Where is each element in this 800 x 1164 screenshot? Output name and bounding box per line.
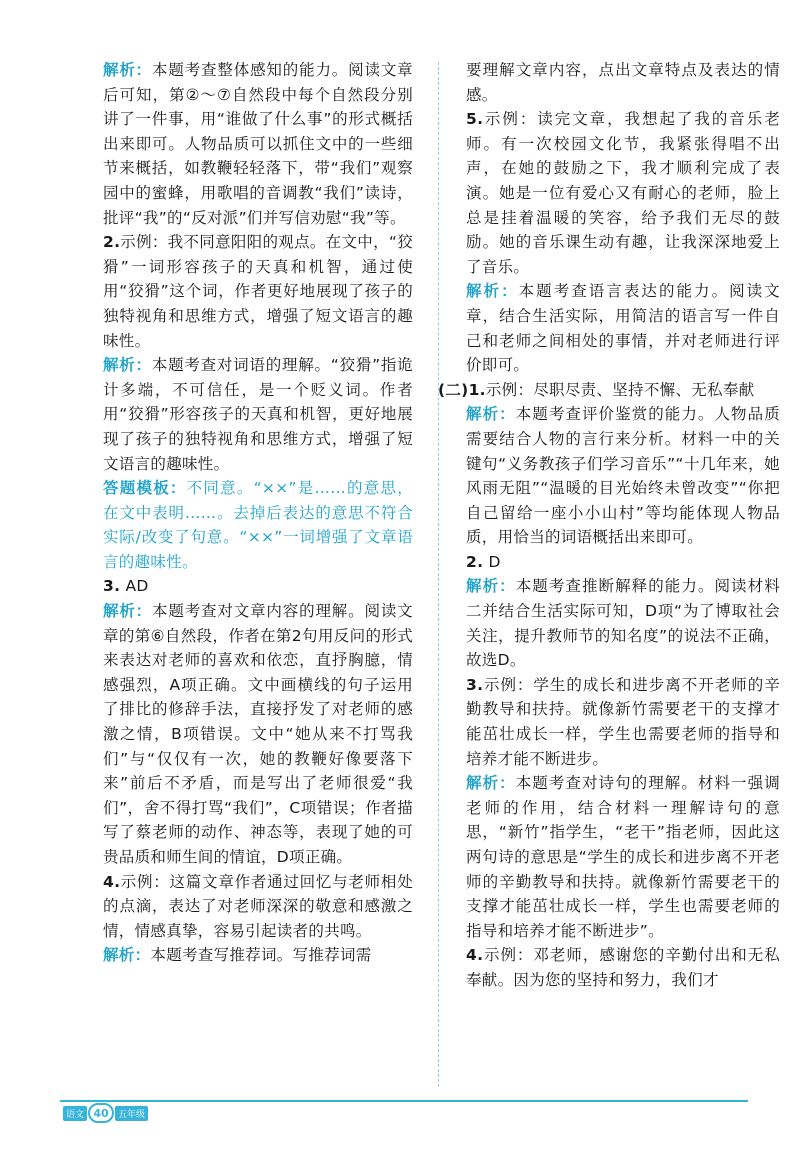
part2-q3-analysis [466, 771, 780, 943]
analysis-label: 解析： [103, 602, 153, 621]
analysis-text: 本题考查写推荐词。写推荐词需 [150, 946, 372, 965]
q5-answer [466, 107, 780, 279]
right-column [438, 58, 780, 993]
analysis-text: 本题考查整体感知的能力。阅读文章后可知，第②～⑦自然段中每个自然段分别讲了一件事，用“谁做了什么事”的形式概括出来即可。人物品质可以抓住文中的一些细节来概括，如教鞭轻轻落下，带“我们”观察园中的蜜蜂，用歌唱的音调教“我们”读诗，批评“我”的“反对派”们并写信劝慰“我”等。 [103, 61, 413, 227]
analysis-text: 本题考查对文章内容的理解。阅读文章的第⑥自然段，作者在第2句用反问的形式来表达对老师的喜欢和依恋，直抒胸臆，情感强烈，A项正确。文中画横线的句子运用了排比的修辞手法，直接抒发了对老师的感激之情，B项错误。文中“她从来不打骂我们”与“仅仅有一次，她的教鞭好像要落下来”前后不矛盾，而是写出了老师很爱“我们”，舍不得打骂“我们”，C项错误；作者描写了蔡老师的动作、神态等，表现了她的可贵品质和师生间的情谊，D项正确。 [103, 602, 413, 866]
answer-text: 示例：尽职尽责、坚持不懈、无私奉献 [485, 380, 755, 399]
part2-q3-answer [466, 673, 780, 771]
analysis-text: 本题考查对词语的理解。“狡猾”指诡计多端，不可信任，是一个贬义词。作者用“狡猾”形容孩子的天真和机智，更好地展现了孩子的独特视角和思维方式，增强了短文语言的趣味性。 [103, 356, 413, 473]
q2-answer [103, 230, 413, 353]
answer-text: 示例：这篇文章作者通过回忆与老师相处的点滴，表达了对老师深深的敬意和感激之情，情感真挚，容易引起读者的共鸣。 [103, 872, 413, 940]
analysis-label: 解析： [103, 61, 153, 79]
analysis-text: 本题考查评价鉴赏的能力。人物品质需要结合人物的言行来分析。材料一中的关键句“义务教孩子们学习音乐”“十几年来，她风雨无阻”“温暖的目光始终未曾改变”“你把自己留给一座小小山村”等均能体现人物品质，用恰当的词语概括出来即可。 [466, 405, 780, 547]
analysis-text: 本题考查语言表达的能力。阅读文章，结合生活实际，用简洁的语言写一件自己和老师之间相处的事情，并对老师进行评价即可。 [466, 282, 780, 375]
part2-q2-analysis [466, 574, 780, 672]
analysis-label: 解析： [466, 774, 516, 793]
question-number: 4. [466, 946, 484, 965]
q3-analysis [103, 599, 413, 870]
grade-tag: 五年级 [115, 1106, 148, 1121]
part2-q1-analysis [466, 402, 780, 550]
question-number: 2. [466, 552, 484, 571]
q4-analysis-continued: 要理解文章内容，点出文章特点及表达的情感。 [466, 61, 780, 104]
q2-template [103, 476, 413, 574]
page-number: 40 [88, 1103, 114, 1123]
part2-q1-answer [438, 378, 780, 403]
analysis-label: 解析： [103, 946, 151, 965]
analysis-label: 解析： [103, 356, 152, 375]
part2-q4-answer [466, 943, 780, 992]
analysis-label: 解析： [466, 405, 516, 424]
analysis-text: 本题考查对诗句的理解。材料一强调老师的作用，结合材料一理解诗句的意思，“新竹”指学生，“老干”指老师，因此这两句诗的意思是“学生的成长和进步离不开老师的辛勤教导和扶持。就像新竹需要老干的支撑才能茁壮成长一样，学生也需要老师的指导和培养才能不断进步”。 [466, 774, 780, 940]
q4-answer [103, 870, 413, 944]
question-number: 1. [468, 380, 486, 399]
section-heading: (二) [438, 380, 469, 399]
answer-text: AD [125, 577, 149, 596]
q2-analysis [103, 353, 413, 476]
question-number: 3. [103, 577, 121, 596]
footer-rule [60, 1100, 748, 1102]
q4-analysis [103, 943, 413, 968]
answer-text: 示例：读完文章，我想起了我的音乐老师。有一次校园文化节，我紧张得唱不出声，在她的鼓励之下，我才顺利完成了表演。她是一位有爱心又有耐心的老师，脸上总是挂着温暖的笑容，给予我们无尽的鼓励。她的音乐课生动有趣，让我深深地爱上了音乐。 [466, 110, 780, 276]
answer-text: 示例：学生的成长和进步离不开老师的辛勤教导和扶持。就像新竹需要老干的支撑才能茁壮成长一样，学生也需要老师的指导和培养才能不断进步。 [466, 675, 780, 768]
answer-text: 示例：邓老师，感谢您的辛勤付出和无私奉献。因为您的坚持和努力，我们才 [466, 946, 780, 989]
q3-answer [103, 574, 413, 599]
part2-q2-answer [466, 550, 780, 575]
question-number: 5. [466, 110, 484, 129]
page-badge [63, 1104, 148, 1122]
analysis-label: 解析： [466, 282, 519, 301]
answer-text: 示例：我不同意阳阳的观点。在文中，“狡猾”一词形容孩子的天真和机智，通过使用“狡猾”这个词，作者更好地展现了孩子的独特视角和思维方式，增强了短文语言的趣味性。 [103, 233, 414, 350]
question-number: 2. [103, 233, 121, 252]
template-label: 答题模板： [103, 479, 187, 498]
subject-tag: 语文 [63, 1106, 87, 1121]
question-number: 4. [103, 872, 121, 891]
analysis-label: 解析： [466, 577, 516, 596]
template-text: 不同意。“××”是……的意思，在文中表明……。去掉后表达的意思不符合实际/改变了句意。“××”一词增强了文章语言的趣味性。 [103, 479, 413, 571]
answer-text: D [488, 552, 501, 571]
question-number: 3. [466, 675, 484, 694]
column-divider [438, 62, 439, 1087]
q1-analysis [103, 58, 413, 230]
left-column [103, 58, 413, 968]
analysis-text: 本题考查推断解释的能力。阅读材料二并结合生活实际可知，D项“为了博取社会关注，提升教师节的知名度”的说法不正确，故选D。 [466, 577, 780, 670]
q5-analysis [466, 279, 780, 377]
